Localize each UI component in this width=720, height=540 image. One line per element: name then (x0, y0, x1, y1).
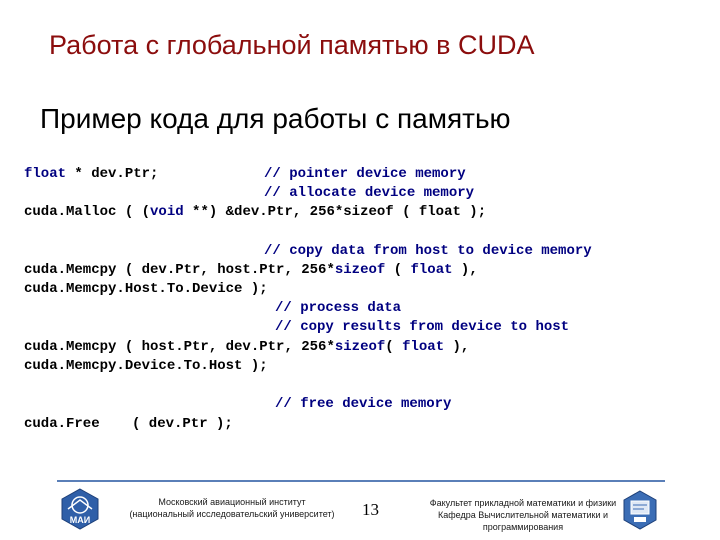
code-text: ( (385, 262, 411, 278)
faculty-name (410, 497, 636, 533)
code-keyword: sizeof (334, 262, 386, 278)
mai-logo-text: МАИ (69, 515, 91, 525)
code-comment: // pointer device memory (264, 166, 466, 182)
code-line-9 (24, 338, 469, 357)
code-text: * dev.Ptr; (66, 166, 159, 182)
institute-name (108, 496, 356, 520)
code-comment: // copy results from device to host (275, 319, 570, 335)
code-text: cuda.Malloc ( ( (24, 204, 151, 220)
code-text: cuda.Memcpy ( dev.Ptr, host.Ptr, 256* (24, 262, 335, 278)
page-number: 13 (362, 500, 379, 519)
code-keyword: void (150, 204, 184, 220)
code-text: ), (444, 339, 470, 355)
code-line-12: cuda.Free (24, 416, 100, 432)
code-block (24, 165, 704, 435)
footer-divider (57, 480, 665, 482)
slide-subtitle: Пример кода для работы с памятью (40, 103, 511, 134)
code-line-3 (24, 203, 486, 222)
slide-title: Работа с глобальной памятью в CUDA (49, 30, 535, 60)
code-keyword: sizeof (334, 339, 386, 355)
code-comment: // free device memory (275, 396, 452, 412)
code-text: ( (385, 339, 403, 355)
code-text: ), (452, 262, 478, 278)
faculty-line-2: Кафедра Вычислительной математики и (437, 510, 609, 520)
code-comment: // process data (275, 300, 402, 316)
code-line-5 (24, 261, 478, 280)
code-line-6: cuda.Memcpy.Host.To.Device ); (24, 281, 268, 297)
code-comment: // allocate device memory (264, 185, 475, 201)
code-line-12-args: ( dev.Ptr ); (132, 416, 233, 432)
institute-line-1: Московский авиационный институт (158, 497, 306, 507)
faculty-line-1: Факультет прикладной математики и физики (429, 498, 617, 508)
code-text: cuda.Memcpy ( host.Ptr, dev.Ptr, 256* (24, 339, 335, 355)
code-line-1 (24, 165, 158, 184)
code-keyword: float (402, 339, 445, 355)
mai-logo (60, 488, 100, 530)
code-keyword: float (410, 262, 453, 278)
code-keyword: float (24, 166, 67, 182)
code-text: **) &dev.Ptr, 256*sizeof ( float ); (183, 204, 487, 220)
department-logo (622, 490, 658, 530)
faculty-line-3: программирования (482, 522, 564, 532)
code-line-10: cuda.Memcpy.Device.To.Host ); (24, 358, 268, 374)
code-comment: // copy data from host to device memory (264, 243, 592, 259)
institute-line-2: (национальный исследовательский университет) (129, 509, 335, 519)
